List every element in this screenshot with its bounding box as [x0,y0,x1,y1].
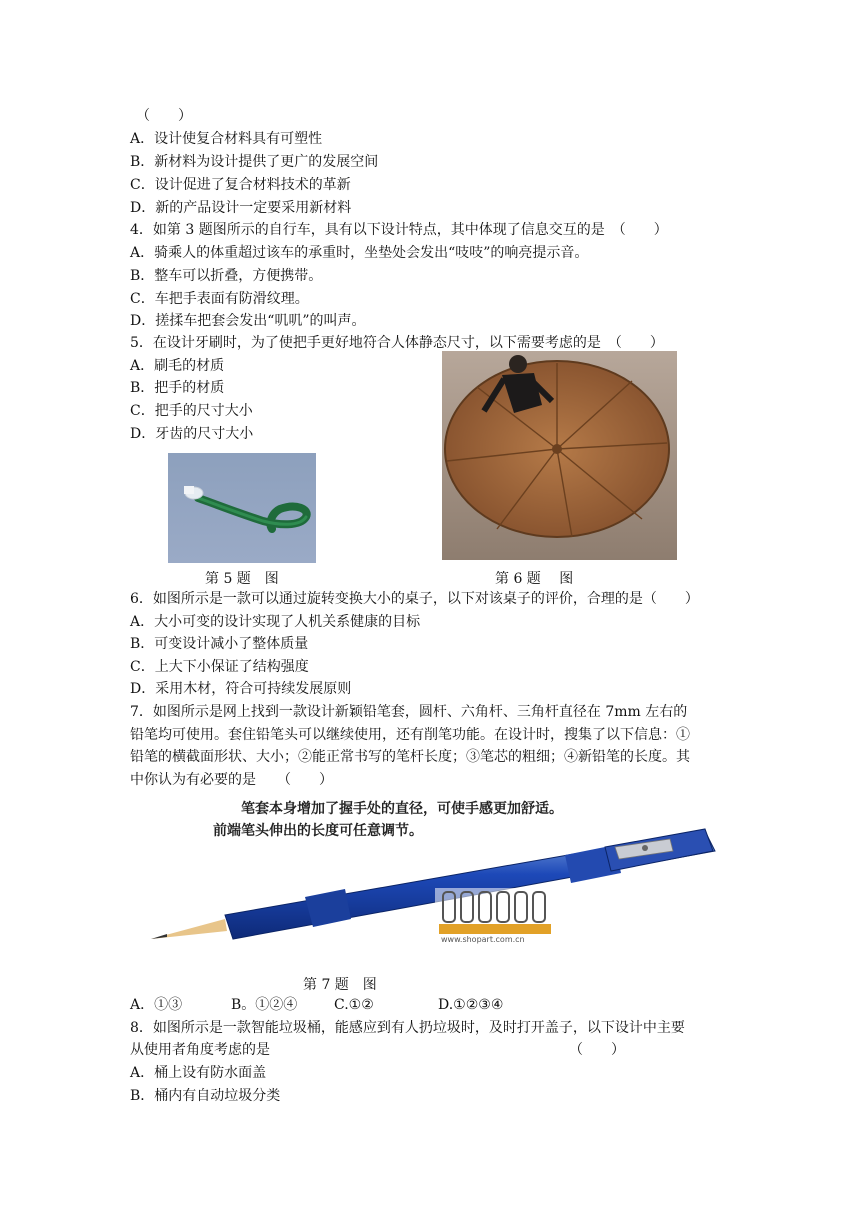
q5-stem: 5．在设计牙刷时，为了使把手更好地符合人体静态尺寸，以下需要考虑的是 （ ） [130,335,664,351]
q8-answer-bracket: （ ） [569,1042,625,1058]
watermark-url: www.shopart.com.cn [441,935,525,944]
toothbrush-illustration [168,453,316,563]
q3-answer-bracket: （ ） [136,108,192,124]
q6-stem: 6．如图所示是一款可以通过旋转变换大小的桌子，以下对该桌子的评价，合理的是（ ） [130,591,699,607]
pen-caption-line1: 笔套本身增加了握手处的直径，可使手感更加舒适。 [241,801,563,817]
q5-option-a: A．刷毛的材质 [130,358,225,374]
q7-stem-line4: 中你认为有必要的是 （ ） [130,772,333,788]
q6-option-d: D．采用木材，符合可持续发展原则 [130,681,352,697]
q6-option-b: B．可变设计减小了整体质量 [130,636,309,652]
q7-stem-line1: 7．如图所示是网上找到一款设计新颖铅笔套，圆杆、六角杆、三角杆直径在 7mm 左右的 [130,704,688,720]
q5-option-b: B．把手的材质 [130,380,225,396]
q4-option-a: A．骑乘人的体重超过该车的承重时，坐垫处会发出“吱吱”的响亮提示音。 [130,245,589,261]
q3-option-a: A．设计使复合材料具有可塑性 [130,131,323,147]
q7-option-c: C.①② [334,997,374,1013]
q8-stem-line2: 从使用者角度考虑的是 [130,1042,270,1058]
q4-option-b: B．整车可以折叠，方便携带。 [130,268,323,284]
q6-option-a: A．大小可变的设计实现了人机关系健康的目标 [130,614,421,630]
watermark-logo [435,888,555,948]
q5-option-c: C．把手的尺寸大小 [130,403,253,419]
q7-option-a: A．①③ [130,997,183,1013]
rotating-table-photo [442,351,677,560]
figure-6-caption: 第 6 题 图 [495,571,574,587]
q4-option-d: D．搓揉车把套会发出“叽叽”的叫声。 [130,313,366,329]
q8-option-a: A．桶上设有防水面盖 [130,1065,267,1081]
q7-option-b: B。①②④ [231,997,298,1013]
q8-stem-line1: 8．如图所示是一款智能垃圾桶，能感应到有人扔垃圾时，及时打开盖子，以下设计中主要 [130,1020,685,1036]
q3-option-b: B．新材料为设计提供了更广的发展空间 [130,154,379,170]
pencil-holder-figure [145,793,730,971]
q7-stem-line3: 铅笔的横截面形状、大小；②能正常书写的笔杆长度；③笔芯的粗细；④新铅笔的长度。其 [130,749,690,765]
q4-stem: 4．如第 3 题图所示的自行车，具有以下设计特点，其中体现了信息交互的是 （ ） [130,222,668,238]
rotating-table-figure [442,351,677,560]
q3-option-c: C．设计促进了复合材料技术的革新 [130,177,351,193]
q7-stem-line2: 铅笔均可使用。套住铅笔头可以继续使用，还有削笔功能。在设计时，搜集了以下信息：① [130,727,690,743]
pen-caption-line2: 前端笔头伸出的长度可任意调节。 [213,823,423,839]
q4-option-c: C．车把手表面有防滑纹理。 [130,291,309,307]
q6-option-c: C．上大下小保证了结构强度 [130,659,309,675]
toothbrush-figure [168,453,316,563]
figure-7-caption: 第 7 题 图 [303,977,377,993]
q8-option-b: B．桶内有自动垃圾分类 [130,1088,281,1104]
q3-option-d: D．新的产品设计一定要采用新材料 [130,200,352,216]
figure-5-caption: 第 5 题 图 [205,571,279,587]
q5-option-d: D．牙齿的尺寸大小 [130,426,254,442]
q7-option-d: D.①②③④ [438,997,504,1013]
